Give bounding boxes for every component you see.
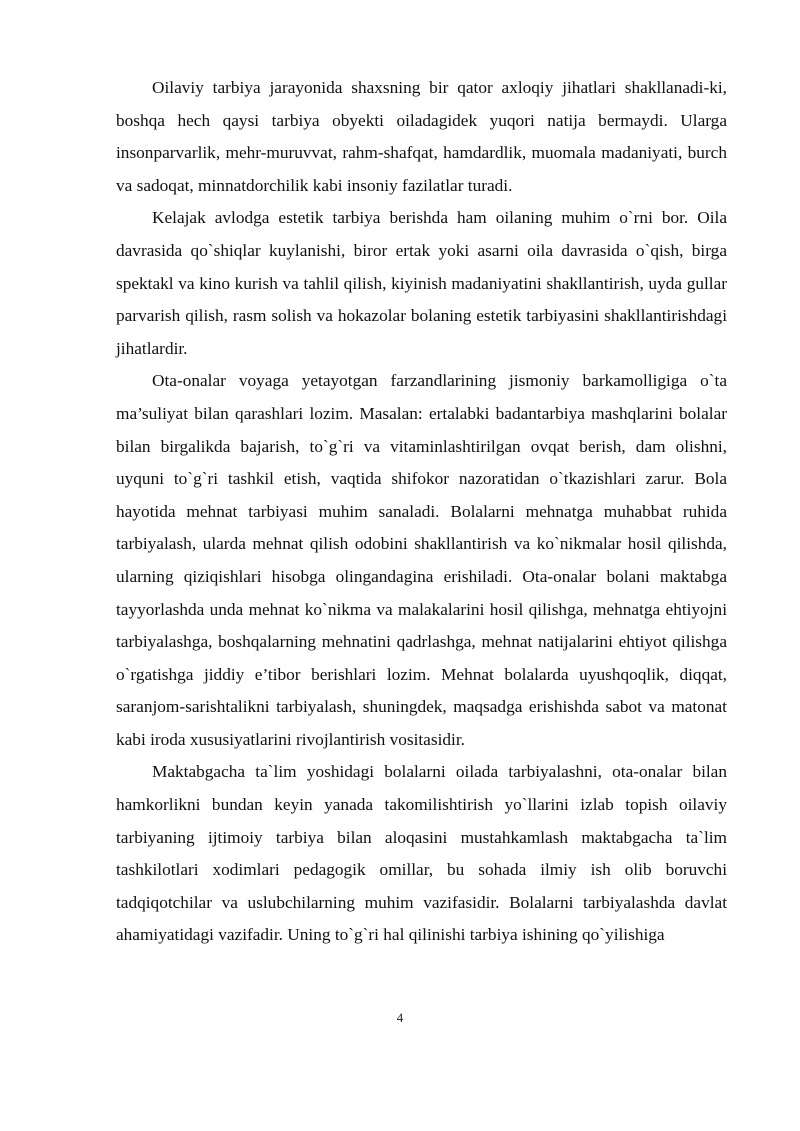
paragraph-physical-and-labor-upbringing: Ota-onalar voyaga yetayotgan farzandlarining jismoniy barkamolligiga o`ta ma’suliyat bilan qarashlari lozim. Masalan: ertalabki badantarbiya mashqlarini bolalar bilan birgalikda bajarish, to`g`ri va vitaminlashtirilgan ovqat berish, dam olishni, uyquni to`g`ri tashkil etish, vaqtida shifokor nazoratidan o`tkazishlari zarur. Bola hayotida mehnat tarbiyasi muhim sanaladi. Bolalarni mehnatga muhabbat ruhida tarbiyalash, ularda mehnat qilish odobini shakllantirish va ko`nikmalar hosil qilishda, ularning qiziqishlari hisobga olingandagina erishiladi. Ota-onalar bolani maktabga tayyorlashda unda mehnat ko`nikma va malakalarini hosil qilishga, mehnatga ehtiyojni tarbiyalashga, boshqalarning mehnatini qadrlashga, mehnat natijalarini ehtiyot qilishga o`rgatishga jiddiy e’tibor berishlari lozim. Mehnat bolalarda uyushqoqlik, diqqat, saranjom-sarishtalikni tarbiyalash, shuningdek, maqsadga erishishda sabot va matonat kabi iroda xususiyatlarini rivojlantirish vositasidir. bbox=[116, 371, 727, 749]
body-text bbox=[116, 72, 727, 952]
paragraph-preschool-education: Maktabgacha ta`lim yoshidagi bolalarni oilada tarbiyalashni, ota-onalar bilan hamkorlikni bundan keyin yanada takomilishtirish yo`llarini izlab topish oilaviy tarbiyaning ijtimoiy tarbiya bilan aloqasini mustahkamlash maktabgacha ta`lim tashkilotlari xodimlari pedagogik omillar, bu sohada ilmiy ish olib boruvchi tadqiqotchilar va uslubchilarning muhim vazifasidir. Bolalarni tarbiyalashda davlat ahamiyatidagi vazifadir. Uning to`g`ri hal qilinishi tarbiya ishining qo`yilishiga bbox=[116, 762, 727, 945]
paragraph-moral-upbringing: Oilaviy tarbiya jarayonida shaxsning bir qator axloqiy jihatlari shakllanadi-ki, boshqa hech qaysi tarbiya obyekti oiladagidek yuqori natija bermaydi. Ularga insonparvarlik, mehr-muruvvat, rahm-shafqat, hamdardlik, muomala madaniyati, burch va sadoqat, minnatdorchilik kabi insoniy fazilatlar turadi. bbox=[116, 78, 727, 195]
paragraph-aesthetic-upbringing: Kelajak avlodga estetik tarbiya berishda ham oilaning muhim o`rni bor. Oila davrasida qo`shiqlar kuylanishi, biror ertak yoki asarni oila davrasida o`qish, birga spektakl va kino kurish va tahlil qilish, kiyinish madaniyatini shakllantirish, uyda gullar parvarish qilish, rasm solish va hokazolar bolaning estetik tarbiyasini shakllantirishdagi jihatlardir. bbox=[116, 208, 727, 358]
page-number: 4 bbox=[396, 1010, 404, 1025]
